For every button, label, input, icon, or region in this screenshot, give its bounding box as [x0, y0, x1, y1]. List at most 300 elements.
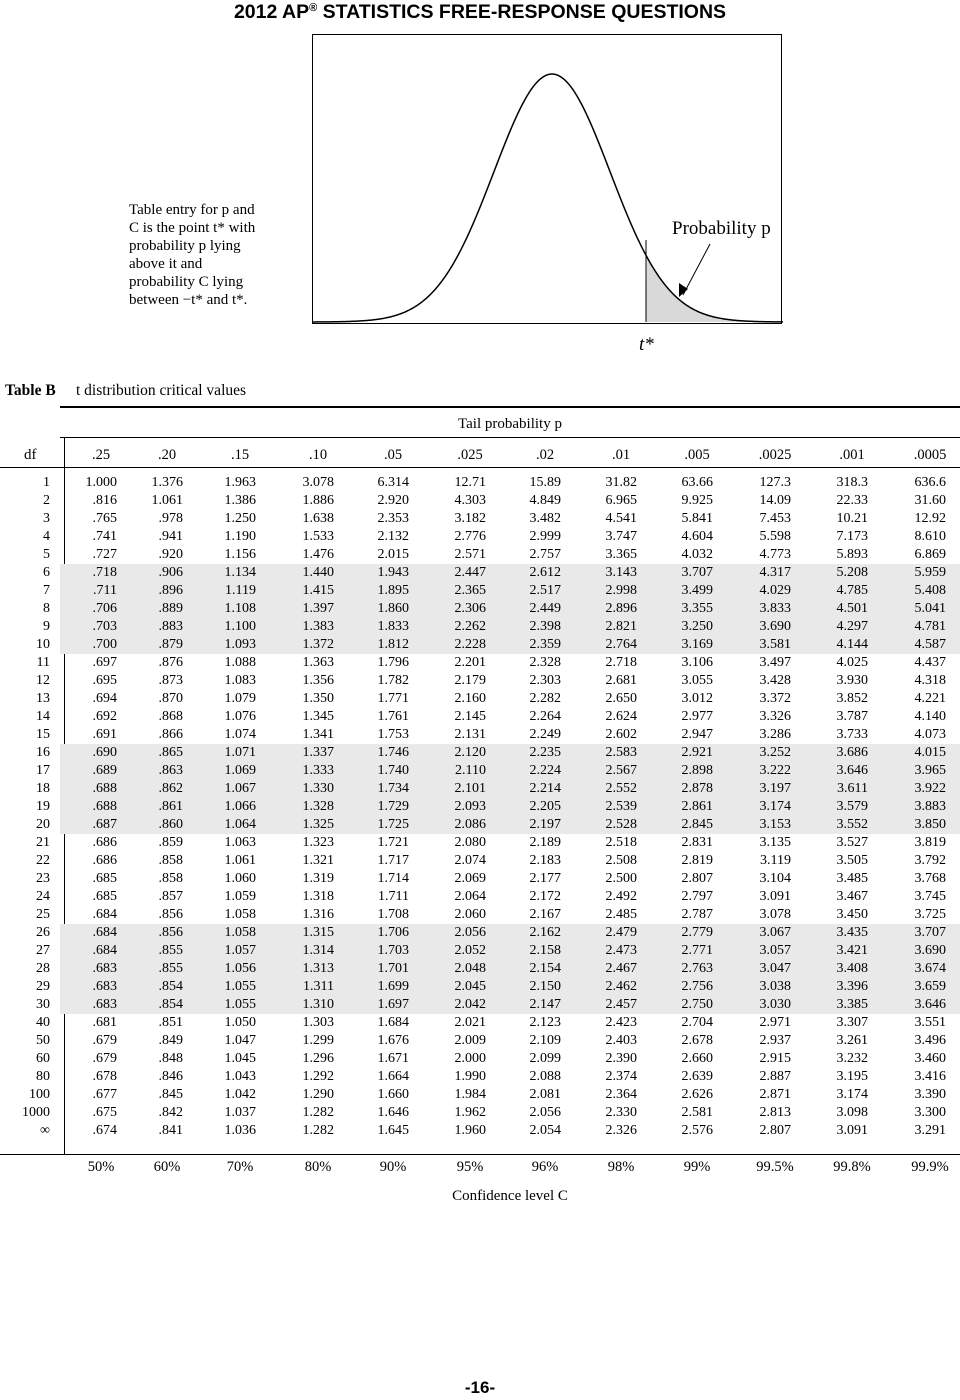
- table-cell: .694: [92, 691, 117, 706]
- table-cell: 3.707: [681, 565, 713, 580]
- table-cell: 1.782: [377, 673, 409, 688]
- table-cell: .688: [92, 781, 117, 796]
- table-cell: 1.055: [224, 997, 256, 1012]
- table-cell: 3.646: [836, 763, 868, 778]
- table-cell: 1.059: [224, 889, 256, 904]
- table-cell: 2.539: [605, 799, 637, 814]
- table-cell: 2.462: [605, 979, 637, 994]
- table-cell: 318.3: [836, 475, 868, 490]
- table-cell: 2.160: [454, 691, 486, 706]
- df-cell: 26: [36, 925, 50, 940]
- table-cell: 1.282: [302, 1105, 334, 1120]
- table-cell: 2.060: [454, 907, 486, 922]
- table-cell: 1.746: [377, 745, 409, 760]
- table-cell: 2.807: [759, 1123, 791, 1138]
- table-cell: 2.179: [454, 673, 486, 688]
- table-cell: 2.374: [605, 1069, 637, 1084]
- table-cell: 2.224: [529, 763, 561, 778]
- table-cell: 1.984: [454, 1087, 486, 1102]
- table-cell: 3.646: [914, 997, 946, 1012]
- caption-line: between −t* and t*.: [129, 292, 248, 308]
- table-cell: 2.704: [681, 1015, 713, 1030]
- df-cell: 100: [29, 1087, 50, 1102]
- table-cell: 3.286: [759, 727, 791, 742]
- df-cell: 18: [36, 781, 50, 796]
- df-cell: 5: [43, 547, 50, 562]
- table-cell: 1.119: [225, 583, 256, 598]
- table-cell: 3.428: [759, 673, 791, 688]
- header-rule: [60, 437, 960, 438]
- shaded-tail-area: [646, 257, 783, 322]
- table-cell: 2.052: [454, 943, 486, 958]
- table-cell: .684: [92, 907, 117, 922]
- table-cell: 7.453: [759, 511, 791, 526]
- probability-arrow: [683, 244, 710, 295]
- table-cell: 10.21: [836, 511, 868, 526]
- table-cell: .861: [158, 799, 183, 814]
- df-cell: 15: [36, 727, 50, 742]
- confidence-level: 80%: [304, 1159, 332, 1175]
- table-cell: 2.528: [605, 817, 637, 832]
- table-cell: 3.030: [759, 997, 791, 1012]
- df-cell: 22: [36, 853, 50, 868]
- table-cell: .692: [92, 709, 117, 724]
- table-cell: 5.408: [914, 583, 946, 598]
- table-cell: 3.505: [836, 853, 868, 868]
- table-cell: 3.106: [681, 655, 713, 670]
- table-cell: 1.721: [377, 835, 409, 850]
- table-cell: 1.063: [224, 835, 256, 850]
- table-cell: 1.314: [302, 943, 334, 958]
- confidence-level: 95%: [456, 1159, 484, 1175]
- table-cell: 2.056: [529, 1105, 561, 1120]
- table-cell: 1.055: [224, 979, 256, 994]
- table-cell: 4.501: [836, 601, 868, 616]
- table-cell: 3.850: [914, 817, 946, 832]
- df-cell: 12: [36, 673, 50, 688]
- table-cell: .675: [92, 1105, 117, 1120]
- table-cell: .870: [158, 691, 183, 706]
- table-cell: 4.785: [836, 583, 868, 598]
- confidence-level: 99.8%: [833, 1159, 871, 1175]
- table-cell: .679: [92, 1033, 117, 1048]
- caption-line: probability p lying: [129, 238, 241, 254]
- table-cell: 1.895: [377, 583, 409, 598]
- table-cell: 3.883: [914, 799, 946, 814]
- column-header: .05: [383, 447, 403, 463]
- table-cell: 4.604: [681, 529, 713, 544]
- table-cell: .697: [92, 655, 117, 670]
- table-cell: 3.482: [529, 511, 561, 526]
- table-cell: 1.706: [377, 925, 409, 940]
- table-cell: 31.60: [914, 493, 946, 508]
- table-cell: .858: [158, 853, 183, 868]
- table-cell: 1.761: [377, 709, 409, 724]
- table-cell: 2.896: [605, 601, 637, 616]
- table-cell: 3.768: [914, 871, 946, 886]
- table-cell: 2.639: [681, 1069, 713, 1084]
- df-header: df: [24, 447, 37, 463]
- table-cell: 2.871: [759, 1087, 791, 1102]
- table-cell: 2.626: [681, 1087, 713, 1102]
- table-cell: 1.100: [224, 619, 256, 634]
- table-cell: 2.201: [454, 655, 486, 670]
- table-cell: 2.086: [454, 817, 486, 832]
- table-cell: 3.819: [914, 835, 946, 850]
- table-cell: 2.021: [454, 1015, 486, 1030]
- table-cell: 2.064: [454, 889, 486, 904]
- table-cell: 1.664: [377, 1069, 409, 1084]
- table-cell: .846: [158, 1069, 183, 1084]
- table-cell: 2.228: [454, 637, 486, 652]
- table-cell: 2.074: [454, 853, 486, 868]
- table-cell: 1.083: [224, 673, 256, 688]
- df-cell: 16: [36, 745, 50, 760]
- table-cell: 1.734: [377, 781, 409, 796]
- table-cell: 4.221: [914, 691, 946, 706]
- t-distribution-figure: [312, 34, 782, 324]
- table-cell: .876: [158, 655, 183, 670]
- table-cell: 1.533: [302, 529, 334, 544]
- table-cell: .855: [158, 961, 183, 976]
- table-cell: 2.197: [529, 817, 561, 832]
- table-cell: 2.326: [605, 1123, 637, 1138]
- table-cell: 1.860: [377, 601, 409, 616]
- df-cell: 25: [36, 907, 50, 922]
- table-cell: 2.158: [529, 943, 561, 958]
- table-cell: .689: [92, 763, 117, 778]
- table-cell: 3.182: [454, 511, 486, 526]
- table-cell: 3.261: [836, 1033, 868, 1048]
- t-curve-graphic: [313, 35, 783, 325]
- table-cell: 1.190: [224, 529, 256, 544]
- table-cell: 1.318: [302, 889, 334, 904]
- bell-curve: [313, 74, 783, 322]
- table-cell: 2.776: [454, 529, 486, 544]
- table-cell: 4.303: [454, 493, 486, 508]
- df-cell: 6: [43, 565, 50, 580]
- table-cell: 2.328: [529, 655, 561, 670]
- table-cell: .686: [92, 853, 117, 868]
- table-cell: 3.659: [914, 979, 946, 994]
- table-cell: 2.330: [605, 1105, 637, 1120]
- table-cell: .858: [158, 871, 183, 886]
- df-cell: 80: [36, 1069, 50, 1084]
- table-cell: 1.886: [302, 493, 334, 508]
- table-cell: 1.345: [302, 709, 334, 724]
- table-cell: 2.517: [529, 583, 561, 598]
- table-cell: 1.771: [377, 691, 409, 706]
- column-header: .02: [535, 447, 555, 463]
- table-cell: 1.303: [302, 1015, 334, 1030]
- table-cell: 2.000: [454, 1051, 486, 1066]
- table-cell: 1.079: [224, 691, 256, 706]
- table-cell: 3.416: [914, 1069, 946, 1084]
- table-cell: 22.33: [836, 493, 868, 508]
- table-cell: 1.350: [302, 691, 334, 706]
- table-cell: 1.069: [224, 763, 256, 778]
- table-cell: 2.678: [681, 1033, 713, 1048]
- df-cell: 9: [43, 619, 50, 634]
- df-cell: 60: [36, 1051, 50, 1066]
- table-cell: 3.355: [681, 601, 713, 616]
- table-cell: 2.262: [454, 619, 486, 634]
- table-cell: 3.733: [836, 727, 868, 742]
- table-cell: 2.947: [681, 727, 713, 742]
- table-cell: 1.036: [224, 1123, 256, 1138]
- table-cell: 1.058: [224, 925, 256, 940]
- confidence-level: 90%: [379, 1159, 407, 1175]
- table-cell: 3.527: [836, 835, 868, 850]
- table-cell: 1.833: [377, 619, 409, 634]
- table-cell: 4.587: [914, 637, 946, 652]
- table-cell: 1.000: [85, 475, 117, 490]
- table-cell: 1.310: [302, 997, 334, 1012]
- table-cell: 3.385: [836, 997, 868, 1012]
- table-cell: 3.552: [836, 817, 868, 832]
- confidence-level: 60%: [153, 1159, 181, 1175]
- table-title: t distribution critical values: [76, 382, 247, 399]
- table-cell: 1.047: [224, 1033, 256, 1048]
- table-cell: 6.314: [377, 475, 409, 490]
- table-cell: 4.025: [836, 655, 868, 670]
- table-cell: 3.435: [836, 925, 868, 940]
- table-cell: 1.646: [377, 1105, 409, 1120]
- table-cell: 2.757: [529, 547, 561, 562]
- table-cell: .679: [92, 1051, 117, 1066]
- table-cell: 1.341: [302, 727, 334, 742]
- table-cell: .711: [93, 583, 117, 598]
- table-cell: 2.467: [605, 961, 637, 976]
- table-cell: 2.110: [455, 763, 486, 778]
- caption-line: Table entry for p and: [129, 202, 255, 218]
- table-cell: 2.821: [605, 619, 637, 634]
- confidence-level: 98%: [607, 1159, 635, 1175]
- table-cell: 3.396: [836, 979, 868, 994]
- table-cell: .941: [158, 529, 183, 544]
- table-cell: 2.154: [529, 961, 561, 976]
- table-cell: 1.296: [302, 1051, 334, 1066]
- table-cell: 2.492: [605, 889, 637, 904]
- table-cell: .687: [92, 817, 117, 832]
- table-cell: 3.291: [914, 1123, 946, 1138]
- table-cell: 2.650: [605, 691, 637, 706]
- table-cell: 2.359: [529, 637, 561, 652]
- table-cell: 3.852: [836, 691, 868, 706]
- table-cell: 1.796: [377, 655, 409, 670]
- table-cell: .868: [158, 709, 183, 724]
- table-cell: 1.376: [151, 475, 183, 490]
- table-cell: 5.208: [836, 565, 868, 580]
- table-cell: .683: [92, 979, 117, 994]
- table-cell: 6.869: [914, 547, 946, 562]
- table-cell: 5.893: [836, 547, 868, 562]
- df-cell: 3: [43, 511, 50, 526]
- table-cell: 3.067: [759, 925, 791, 940]
- table-cell: 3.499: [681, 583, 713, 598]
- table-cell: .691: [92, 727, 117, 742]
- table-cell: .920: [158, 547, 183, 562]
- df-cell: 29: [36, 979, 50, 994]
- table-cell: 2.552: [605, 781, 637, 796]
- table-cell: 3.674: [914, 961, 946, 976]
- table-cell: 2.081: [529, 1087, 561, 1102]
- table-cell: 1.313: [302, 961, 334, 976]
- table-cell: 2.583: [605, 745, 637, 760]
- table-cell: 2.150: [529, 979, 561, 994]
- table-cell: 2.763: [681, 961, 713, 976]
- table-cell: 1.333: [302, 763, 334, 778]
- table-cell: .700: [92, 637, 117, 652]
- table-cell: 2.831: [681, 835, 713, 850]
- table-cell: 1.962: [454, 1105, 486, 1120]
- page-number: -16-: [464, 1378, 496, 1397]
- table-cell: 4.297: [836, 619, 868, 634]
- table-cell: 1.058: [224, 907, 256, 922]
- table-cell: 1.067: [224, 781, 256, 796]
- table-cell: .883: [158, 619, 183, 634]
- table-cell: 4.541: [605, 511, 637, 526]
- table-cell: .684: [92, 925, 117, 940]
- table-cell: 2.069: [454, 871, 486, 886]
- table-cell: 2.183: [529, 853, 561, 868]
- table-cell: 2.898: [681, 763, 713, 778]
- table-cell: 1.050: [224, 1015, 256, 1030]
- table-cell: 2.177: [529, 871, 561, 886]
- table-cell: 636.6: [914, 475, 946, 490]
- table-cell: 2.813: [759, 1105, 791, 1120]
- df-cell: 23: [36, 871, 50, 886]
- table-cell: 2.771: [681, 943, 713, 958]
- confidence-level: 70%: [226, 1159, 254, 1175]
- table-cell: 1.703: [377, 943, 409, 958]
- table-cell: 2.109: [529, 1033, 561, 1048]
- confidence-level: 99.9%: [911, 1159, 949, 1175]
- table-cell: 6.965: [605, 493, 637, 508]
- table-cell: 3.169: [681, 637, 713, 652]
- table-cell: 1.397: [302, 601, 334, 616]
- df-cell: 27: [36, 943, 50, 958]
- table-cell: 3.252: [759, 745, 791, 760]
- df-cell: 19: [36, 799, 50, 814]
- table-cell: 3.195: [836, 1069, 868, 1084]
- table-cell: 1.725: [377, 817, 409, 832]
- table-cell: 3.372: [759, 691, 791, 706]
- df-cell: 40: [36, 1015, 50, 1030]
- table-cell: 2.479: [605, 925, 637, 940]
- table-cell: 3.222: [759, 763, 791, 778]
- table-cell: .718: [92, 565, 117, 580]
- df-cell: 21: [36, 835, 50, 850]
- table-cell: 1.717: [377, 853, 409, 868]
- table-cell: 4.437: [914, 655, 946, 670]
- table-cell: .906: [158, 565, 183, 580]
- table-cell: .683: [92, 961, 117, 976]
- table-cell: .860: [158, 817, 183, 832]
- column-header-rule: [0, 467, 960, 468]
- table-cell: 5.041: [914, 601, 946, 616]
- column-header: .10: [308, 447, 328, 463]
- table-cell: 2.054: [529, 1123, 561, 1138]
- table-cell: 2.878: [681, 781, 713, 796]
- table-cell: .685: [92, 871, 117, 886]
- table-cell: 5.598: [759, 529, 791, 544]
- table-cell: 1.319: [302, 871, 334, 886]
- table-cell: 3.300: [914, 1105, 946, 1120]
- table-cell: .863: [158, 763, 183, 778]
- table-cell: 2.056: [454, 925, 486, 940]
- tail-probability-header: Tail probability p: [458, 416, 562, 432]
- table-cell: 63.66: [681, 475, 713, 490]
- table-cell: 2.189: [529, 835, 561, 850]
- table-cell: .695: [92, 673, 117, 688]
- table-cell: 1.476: [302, 547, 334, 562]
- table-cell: .684: [92, 943, 117, 958]
- table-cell: 3.091: [759, 889, 791, 904]
- df-cell: 8: [43, 601, 50, 616]
- table-cell: .841: [158, 1123, 183, 1138]
- probability-label: Probability p: [672, 218, 771, 239]
- table-cell: 31.82: [605, 475, 637, 490]
- table-cell: 3.119: [760, 853, 791, 868]
- table-cell: 12.92: [914, 511, 946, 526]
- table-cell: 1.337: [302, 745, 334, 760]
- table-cell: 9.925: [681, 493, 713, 508]
- table-cell: 2.447: [454, 565, 486, 580]
- caption-line: above it and: [129, 256, 203, 272]
- confidence-level: 96%: [531, 1159, 559, 1175]
- table-cell: 2.364: [605, 1087, 637, 1102]
- table-cell: 2.508: [605, 853, 637, 868]
- table-cell: 1.299: [302, 1033, 334, 1048]
- table-cell: .854: [158, 997, 183, 1012]
- table-cell: 2.123: [529, 1015, 561, 1030]
- table-cell: 2.915: [759, 1051, 791, 1066]
- table-cell: 2.145: [454, 709, 486, 724]
- table-cell: 1.088: [224, 655, 256, 670]
- table-cell: 3.833: [759, 601, 791, 616]
- table-cell: 1.697: [377, 997, 409, 1012]
- table-cell: 4.317: [759, 565, 791, 580]
- table-cell: 2.009: [454, 1033, 486, 1048]
- table-cell: 3.038: [759, 979, 791, 994]
- df-cell: 1000: [22, 1105, 50, 1120]
- table-cell: 2.099: [529, 1051, 561, 1066]
- df-cell: 11: [36, 655, 50, 670]
- table-cell: .848: [158, 1051, 183, 1066]
- table-cell: 2.132: [377, 529, 409, 544]
- column-header: .025: [457, 447, 483, 463]
- column-header: .0025: [758, 447, 792, 463]
- table-cell: 2.937: [759, 1033, 791, 1048]
- table-cell: 1.037: [224, 1105, 256, 1120]
- table-cell: 2.787: [681, 907, 713, 922]
- table-cell: 2.660: [681, 1051, 713, 1066]
- table-cell: .896: [158, 583, 183, 598]
- table-cell: 2.080: [454, 835, 486, 850]
- table-cell: 1.057: [224, 943, 256, 958]
- table-cell: .678: [92, 1069, 117, 1084]
- table-cell: 1.363: [302, 655, 334, 670]
- table-cell: 1.711: [378, 889, 409, 904]
- table-cell: 2.235: [529, 745, 561, 760]
- df-cell: 4: [43, 529, 50, 544]
- table-cell: 1.753: [377, 727, 409, 742]
- table-cell: .873: [158, 673, 183, 688]
- df-cell: 30: [36, 997, 50, 1012]
- table-cell: 1.714: [377, 871, 409, 886]
- table-cell: 1.415: [302, 583, 334, 598]
